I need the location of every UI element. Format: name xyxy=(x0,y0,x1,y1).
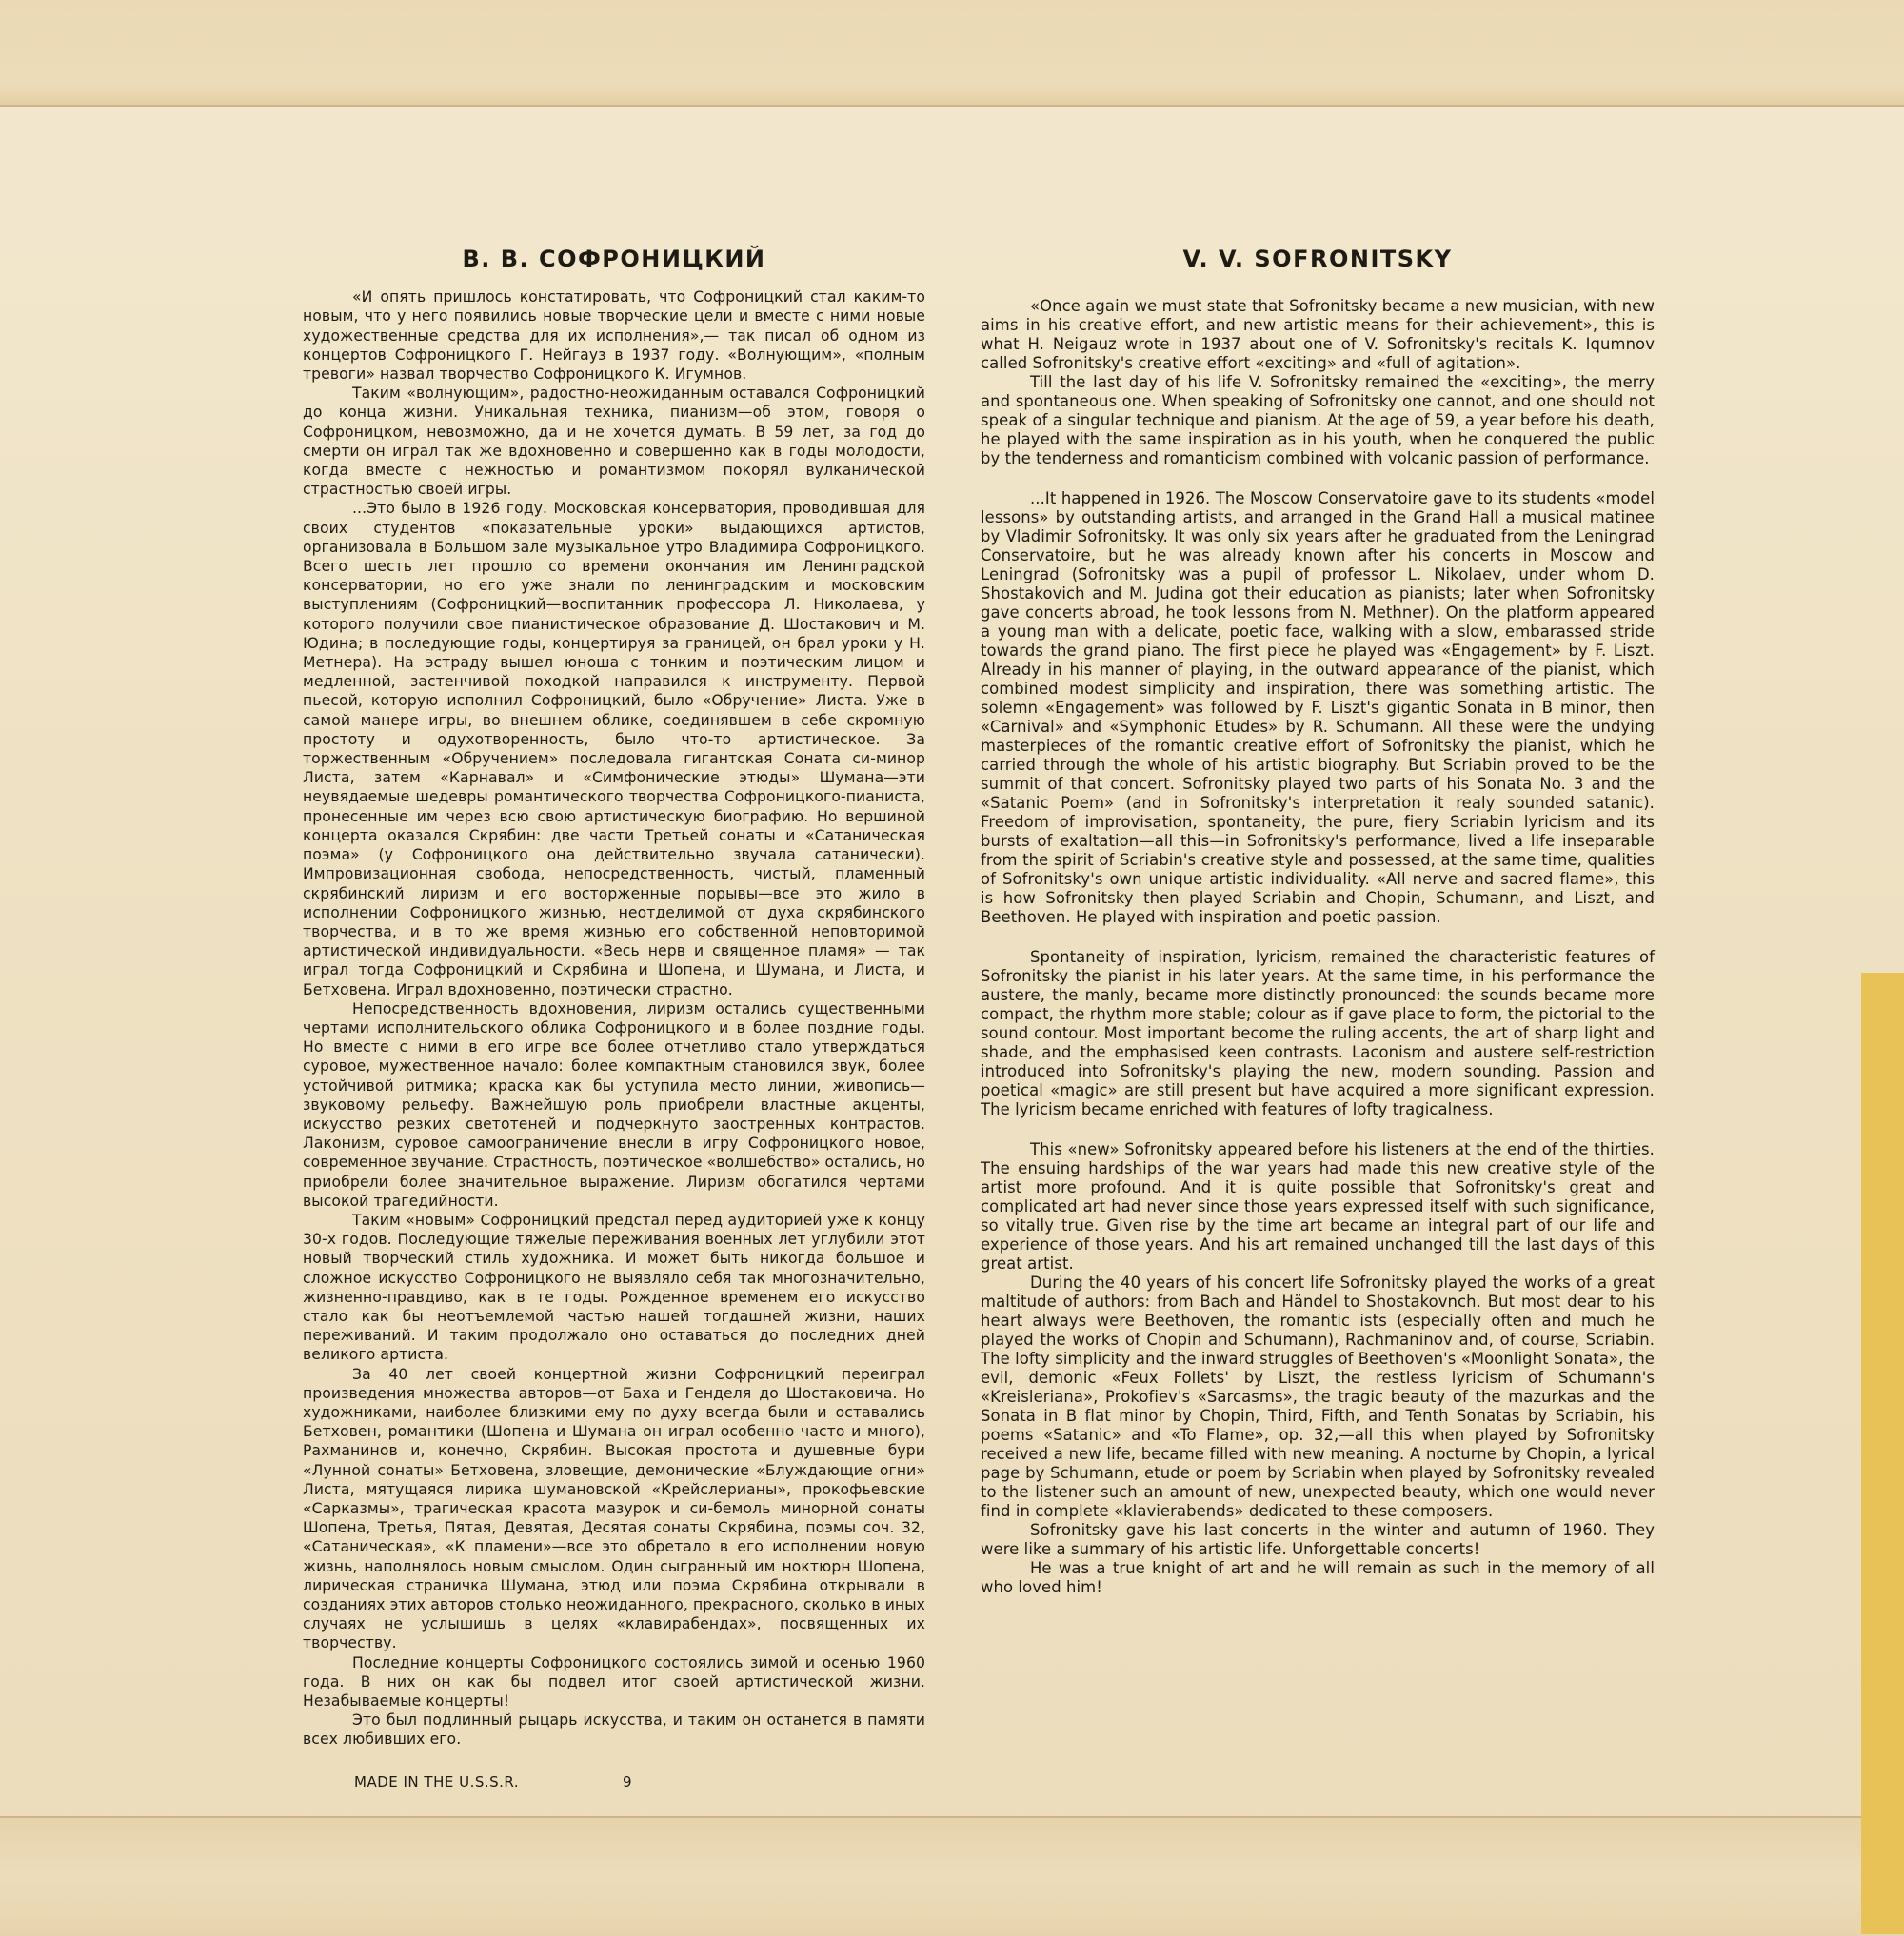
russian-title: В. В. СОФРОНИЦКИЙ xyxy=(462,246,766,272)
english-paragraph: During the 40 years of his concert life Sofronitsky played the works of a great maltitude of authors: from Bach and Händel to Shostakovnch. But most dear to his heart always were Beethoven, the romantic ists (especially often and much he played the works of Chopin and Schumann), Rachmaninov and, of course, Scriabin. The lofty simplicity and the inward struggles of Beethoven's «Moonlight Sonata», the evil, demonic «Feux Follets' by Liszt, the restless lyricism of Schumann's «Kreisleriana», Prokofiev's «Sarcasms», the tragic beauty of the mazurkas and the Sonata in B flat minor by Chopin, Third, Fifth, and Tenth Sonatas by Scriabin, his poems «Satanic» and «To Flame», op. 32,—all this when played by Sofronitsky received a new life, became filled with new meaning. A nocturne by Chopin, a lyrical page by Schumann, etude or poem by Scriabin when played by Sofronitsky revealed to the listener such an amount of new, unexpected beauty, which one would never find in complete «klavierabends» dedicated to these composers. xyxy=(981,1274,1655,1520)
russian-paragraph: Таким «новым» Софроницкий предстал перед аудиторией уже к концу 30-х годов. Последующие тяжелые переживания военных лет углубили этот новый творческий стиль художника. И может быть никогда большое и сложное искусство Софроницкого не выявляло себя так многозначительно, жизненно-правдиво, как в те годы. Рожденное временем его искусство стало как бы неотъемлемой частью нашей тогдашней жизни, наших переживаний. И таким продолжало оно оставаться до последних дней великого артиста. xyxy=(303,1211,925,1364)
russian-paragraph: Непосредственность вдохновения, лиризм остались существенными чертами исполнительского облика Софроницкого и в более поздние годы. Но вместе с ними в его игре все более отчетливо стало утверждаться суровое, мужественное начало: более компактным становился звук, более устойчивой ритмика; краска как бы уступила место линии, живопись—звуковому рельефу. Важнейшую роль приобрели властные акценты, искусство резких светотеней и подчеркнуто заостренных контрастов. Лаконизм, суровое самоограничение внесли в игру Софроницкого новое, современное звучание. Страстность, поэтическое «волшебство» остались, но приобрели более значительное выражение. Лиризм обогатился чертами высокой трагедийности. xyxy=(303,999,926,1210)
english-paragraph: He was a true knight of art and he will remain as such in the memory of all who loved him! xyxy=(981,1559,1655,1596)
sleeve-top-fold xyxy=(0,0,1904,107)
english-paragraph: This «new» Sofronitsky appeared before his listeners at the end of the thirties. The ensuing hardships of the war years had made this new creative style of the artist more profound. And it is quite possible that Sofronitsky's great and complicated art had never since those years expressed itself with such significance, so vitally true. Given rise by the time art became an integral part of our life and experience of those years. And his art remained unchanged till the last days of this great artist. xyxy=(981,1140,1655,1273)
russian-paragraph: «И опять пришлось констатировать, что Софроницкий стал каким-то новым, что у него появились новые творческие цели и вместе с ними новые художественные средства для их исполнения»,— так писал об одном из концертов Софроницкого Г. Нейгауз в 1937 году. «Волнующим», «полным тревоги» назвал творчество Софроницкого К. Игумнов. xyxy=(303,288,925,384)
english-paragraph: «Once again we must state that Sofronitsky became a new musician, with new aims in his creative effort, and new artistic means for their achievement», this is what H. Neigauz wrote in 1937 about one of V. Sofronitsky's recitals K. Iqumnov called Sofronitsky's creative effort «exciting» and «full of agitation». xyxy=(981,297,1655,372)
russian-paragraph: Таким «волнующим», радостно-неожиданным оставался Софроницкий до конца жизни. Уникальная техника, пианизм—об этом, говоря о Софроницком, невозможно, да и не хочется думать. В 59 лет, за год до смерти он играл так же вдохновенно и совершенно как в годы молодости, когда вместе с нежностью и романтизмом покорял вулканической страстностью своей игры. xyxy=(303,385,925,499)
english-paragraph: Sofronitsky gave his last concerts in the winter and autumn of 1960. They were like a summary of his artistic life. Unforgettable concerts! xyxy=(981,1521,1655,1558)
russian-paragraph: Это был подлинный рыцарь искусства, и таким он останется в памяти всех любивших его. xyxy=(303,1711,925,1748)
russian-paragraph: Последние концерты Софроницкого состоялись зимой и осенью 1960 года. В них он как бы подвел итог своей артистической жизни. Незабываемые концерты! xyxy=(303,1653,925,1710)
english-column xyxy=(981,246,1655,1597)
english-paragraph: Spontaneity of inspiration, lyricism, remained the characteristic features of Sofronitsky the pianist in his later years. At the same time, in his performance the austere, the manly, became more distinctly pronounced: the sounds became more compact, the rhythm more stable; colour as if gave place to form, the pictorial to the sound contour. Most important become the ruling accents, the art of sharp light and shade, and the emphasised keen contrasts. Laconism and austere self-restriction introduced into Sofronitsky's playing the new, modern sounding. Passion and poetical «magic» are still present but have acquired a more significant expression. The lyricism became enriched with features of lofty tragicalness. xyxy=(981,948,1655,1118)
russian-paragraph: За 40 лет своей концертной жизни Софроницкий переиграл произведения множества авторов—от Баха и Генделя до Шостаковича. Но художниками, наиболее близкими ему по духу всегда были и оставались Бетховен, романтики (Шопена и Шумана он играл особенно часто и много), Рахманинов и, конечно, Скрябин. Высокая простота и душевные бури «Лунной сонаты» Бетховена, зловещие, демонические «Блуждающие огни» Листа, мятущаяся лирика шумановской «Крейслерианы», прокофьевские «Сарказмы», трагическая красота мазурок и си-бемоль минорной сонаты Шопена, Третья, Пятая, Девятая, Десятая сонаты Скрябина, поэмы соч. 32, «Сатаническая», «К пламени»—все это обретало в его исполнении новую жизнь, наполнялось новым смыслом. Один сыгранный им ноктюрн Шопена, лирическая страничка Шумана, этюд или поэма Скрябина открывали в созданиях этих авторов столько неожиданного, прекрасного, сколько в иных случаях не услышишь в целях «клавирабендах», посвященных их творчеству. xyxy=(303,1365,925,1652)
yellow-label-strip xyxy=(1861,973,1904,1934)
russian-column xyxy=(303,246,926,1749)
page-number: 9 xyxy=(623,1773,632,1790)
made-in-label: MADE IN THE U.S.S.R. xyxy=(354,1773,520,1790)
english-paragraph: ...It happened in 1926. The Moscow Conservatoire gave to its students «model lessons» by outstanding artists, and arranged in the Grand Hall a musical matinee by Vladimir Sofronitsky. It was only six years after he graduated from the Leningrad Conservatoire, but he was already known after his concerts in Moscow and Leningrad (Sofronitsky was a pupil of professor L. Nikolaev, under whom D. Shostakovich and M. Judina got their education as pianists; later when Sofronitsky gave concerts abroad, he took lessons from N. Methner). On the platform appeared a young man with a delicate, poetic face, walking with a slow, embarassed stride towards the grand piano. The first piece he played was «Engagement» by F. Liszt. Already in his manner of playing, in the outward appearance of the pianist, which combined modest simplicity and inspiration, there was something artistic. The solemn «Engagement» was followed by F. Liszt's gigantic Sonata in B minor, then «Carnival» and «Symphonic Etudes» by R. Schumann. All these were the undying masterpieces of the romantic creative effort of Sofronitsky the pianist, which he carried through the whole of his artistic biography. But Scriabin proved to be the summit of that concert. Sofronitsky played two parts of his Sonata No. 3 and the «Satanic Poem» (and in Sofronitsky's interpretation it realy sounded satanic). Freedom of improvisation, spontaneity, the pure, fiery Scriabin lyricism and its bursts of exaltation—all this—in Sofronitsky's performance, lived a life inseparable from the spirit of Scriabin's creative style and possessed, at the same time, qualities of Sofronitsky's own unique artistic individuality. «All nerve and sacred flame», this is how Sofronitsky then played Scriabin and Chopin, Schumann, and Liszt, and Beethoven. He played with inspiration and poetic passion. xyxy=(981,489,1655,926)
english-title: V. V. SOFRONITSKY xyxy=(1182,246,1453,272)
russian-paragraph: ...Это было в 1926 году. Московская консерватория, проводившая для своих студентов «показательные уроки» выдающихся артистов, организовала в Большом зале музыкальное утро Владимира Софроницкого. Всего шесть лет прошло со времени окончания им Ленинградской консерватории, но его уже знали по ленинградским и московским выступлениям (Софроницкий—воспитанник профессора Л. Николаева, у которого получили свое пианистическое образование Д. Шостакович и М. Юдина; в последующие годы, концертируя за границей, он брал уроки у Н. Метнера). На эстраду вышел юноша с тонким и поэтическим лицом и медленной, застенчивой походкой направился к инструменту. Первой пьесой, которую исполнил Софроницкий, было «Обручение» Листа. Уже в самой манере игры, во внешнем облике, соединявшем в себе скромную простоту и одухотворенность, было что-то артистическое. За торжественным «Обручением» последовала гигантская Соната си-минор Листа, затем «Карнавал» и «Симфонические этюды» Шумана—эти неувядаемые шедевры романтического творчества Софроницкого-пианиста, пронесенные им через всю свою артистическую биографию. Но вершиной концерта оказался Скрябин: две части Третьей сонаты и «Сатаническая поэма» (у Софроницкого она действительно звучала сатанически). Импровизационная свобода, непосредственность, чистый, пламенный скрябинский лиризм и его восторженные порывы—все это жило в исполнении Софроницкого жизнью, неотделимой от духа скрябинского творчества, и в то же время жизнью его собственной неповторимой артистической индивидуальности. «Весь нерв и священное пламя» — так играл тогда Софроницкий и Скрябина и Шопена, и Шумана, и Листа, и Бетховена. Играл вдохновенно, поэтически страстно. xyxy=(303,500,925,998)
english-paragraph: Till the last day of his life V. Sofronitsky remained the «exciting», the merry and spontaneous one. When speaking of Sofronitsky one cannot, and one should not speak of a singular technique and pianism. At the age of 59, a year before his death, he played with the same inspiration as in his youth, when he conquered the public by the tenderness and romanticism combined with volcanic passion of performance. xyxy=(981,373,1655,467)
sleeve-bottom-fold xyxy=(0,1816,1904,1936)
